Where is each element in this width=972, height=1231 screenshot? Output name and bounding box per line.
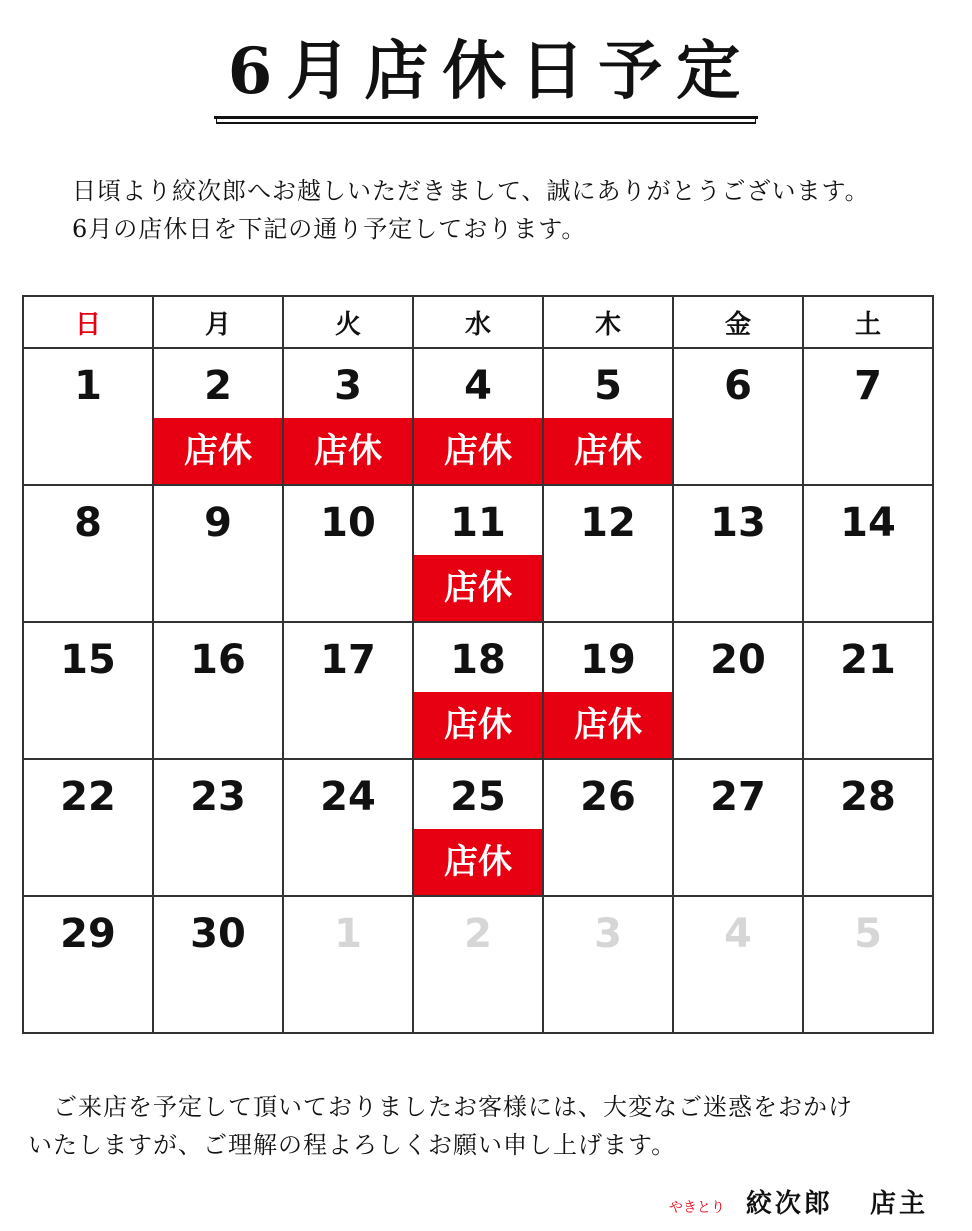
intro-text bbox=[72, 172, 932, 248]
day-number: 29 bbox=[60, 911, 116, 957]
calendar-week-row bbox=[23, 759, 933, 896]
closed-day-badge: 店休 bbox=[544, 692, 672, 758]
day-number: 27 bbox=[710, 774, 766, 820]
calendar-day-cell bbox=[543, 622, 673, 759]
calendar-day-cell bbox=[413, 622, 543, 759]
day-number: 11 bbox=[450, 500, 506, 546]
calendar-day-cell bbox=[23, 348, 153, 485]
signature bbox=[669, 1183, 928, 1220]
calendar-day-cell bbox=[283, 348, 413, 485]
day-number: 10 bbox=[320, 500, 376, 546]
calendar-day-cell bbox=[543, 485, 673, 622]
day-number: 1 bbox=[74, 363, 102, 409]
calendar-table bbox=[22, 295, 934, 1034]
calendar-day-cell bbox=[673, 896, 803, 1033]
intro-line-1: 日頃より絞次郎へお越しいただきまして、誠にありがとうございます。 bbox=[72, 177, 870, 205]
day-number: 7 bbox=[854, 363, 882, 409]
calendar-day-cell bbox=[673, 348, 803, 485]
next-month-day-number: 2 bbox=[464, 911, 492, 957]
calendar-day-cell bbox=[803, 896, 933, 1033]
day-number: 13 bbox=[710, 500, 766, 546]
weekday-header-row bbox=[23, 296, 933, 348]
next-month-day-number: 1 bbox=[334, 911, 362, 957]
calendar-day-cell bbox=[673, 759, 803, 896]
calendar-week-row bbox=[23, 348, 933, 485]
day-number: 24 bbox=[320, 774, 376, 820]
day-number: 8 bbox=[74, 500, 102, 546]
calendar-day-cell bbox=[803, 622, 933, 759]
weekday-friday: 金 bbox=[673, 296, 803, 348]
title-container bbox=[0, 34, 972, 119]
page-title: 6月店休日予定 bbox=[214, 34, 759, 119]
day-number: 30 bbox=[190, 911, 246, 957]
day-number: 9 bbox=[204, 500, 232, 546]
calendar-day-cell bbox=[413, 485, 543, 622]
calendar-day-cell bbox=[803, 485, 933, 622]
outro-text bbox=[28, 1088, 928, 1164]
closed-day-badge: 店休 bbox=[414, 692, 542, 758]
day-number: 26 bbox=[580, 774, 636, 820]
calendar-day-cell bbox=[673, 622, 803, 759]
calendar-day-cell bbox=[543, 759, 673, 896]
signature-shop-name: 絞次郎 bbox=[745, 1189, 833, 1219]
weekday-monday: 月 bbox=[153, 296, 283, 348]
day-number: 20 bbox=[710, 637, 766, 683]
day-number: 22 bbox=[60, 774, 116, 820]
calendar-day-cell bbox=[283, 896, 413, 1033]
closed-day-badge: 店休 bbox=[544, 418, 672, 484]
closed-day-badge: 店休 bbox=[154, 418, 282, 484]
outro-line-1: ご来店を予定して頂いておりましたお客様には、大変なご迷惑をおかけ bbox=[28, 1093, 853, 1121]
calendar-day-cell bbox=[283, 622, 413, 759]
intro-line-2: 6月の店休日を下記の通り予定しております。 bbox=[72, 215, 587, 243]
outro-line-2: いたしますが、ご理解の程よろしくお願い申し上げます。 bbox=[28, 1131, 677, 1159]
calendar-day-cell bbox=[543, 896, 673, 1033]
day-number: 17 bbox=[320, 637, 376, 683]
day-number: 12 bbox=[580, 500, 636, 546]
day-number: 23 bbox=[190, 774, 246, 820]
calendar-week-row bbox=[23, 622, 933, 759]
calendar-day-cell bbox=[23, 485, 153, 622]
next-month-day-number: 5 bbox=[854, 911, 882, 957]
weekday-wednesday: 水 bbox=[413, 296, 543, 348]
calendar-body bbox=[23, 348, 933, 1033]
day-number: 16 bbox=[190, 637, 246, 683]
calendar-week-row bbox=[23, 485, 933, 622]
calendar-day-cell bbox=[673, 485, 803, 622]
next-month-day-number: 4 bbox=[724, 911, 752, 957]
signature-yakitori: やきとり bbox=[668, 1200, 725, 1216]
day-number: 5 bbox=[594, 363, 622, 409]
calendar-day-cell bbox=[283, 485, 413, 622]
calendar-day-cell bbox=[153, 348, 283, 485]
calendar-day-cell bbox=[283, 759, 413, 896]
signature-role: 店主 bbox=[869, 1189, 928, 1219]
closed-day-badge: 店休 bbox=[414, 418, 542, 484]
day-number: 6 bbox=[724, 363, 752, 409]
calendar-day-cell bbox=[23, 759, 153, 896]
calendar-day-cell bbox=[543, 348, 673, 485]
calendar-day-cell bbox=[153, 896, 283, 1033]
day-number: 15 bbox=[60, 637, 116, 683]
closed-day-badge: 店休 bbox=[414, 555, 542, 621]
calendar-day-cell bbox=[413, 759, 543, 896]
calendar-day-cell bbox=[803, 348, 933, 485]
calendar-day-cell bbox=[153, 485, 283, 622]
weekday-tuesday: 火 bbox=[283, 296, 413, 348]
calendar-week-row bbox=[23, 896, 933, 1033]
closed-day-badge: 店休 bbox=[284, 418, 412, 484]
day-number: 3 bbox=[334, 363, 362, 409]
calendar-day-cell bbox=[23, 896, 153, 1033]
next-month-day-number: 3 bbox=[594, 911, 622, 957]
weekday-sunday: 日 bbox=[23, 296, 153, 348]
calendar-day-cell bbox=[153, 759, 283, 896]
day-number: 4 bbox=[464, 363, 492, 409]
day-number: 19 bbox=[580, 637, 636, 683]
calendar-day-cell bbox=[23, 622, 153, 759]
day-number: 28 bbox=[840, 774, 896, 820]
day-number: 18 bbox=[450, 637, 506, 683]
day-number: 14 bbox=[840, 500, 896, 546]
day-number: 25 bbox=[450, 774, 506, 820]
closed-day-badge: 店休 bbox=[414, 829, 542, 895]
weekday-thursday: 木 bbox=[543, 296, 673, 348]
calendar-day-cell bbox=[413, 896, 543, 1033]
calendar-day-cell bbox=[803, 759, 933, 896]
day-number: 21 bbox=[840, 637, 896, 683]
weekday-saturday: 土 bbox=[803, 296, 933, 348]
day-number: 2 bbox=[204, 363, 232, 409]
calendar-day-cell bbox=[413, 348, 543, 485]
calendar-day-cell bbox=[153, 622, 283, 759]
